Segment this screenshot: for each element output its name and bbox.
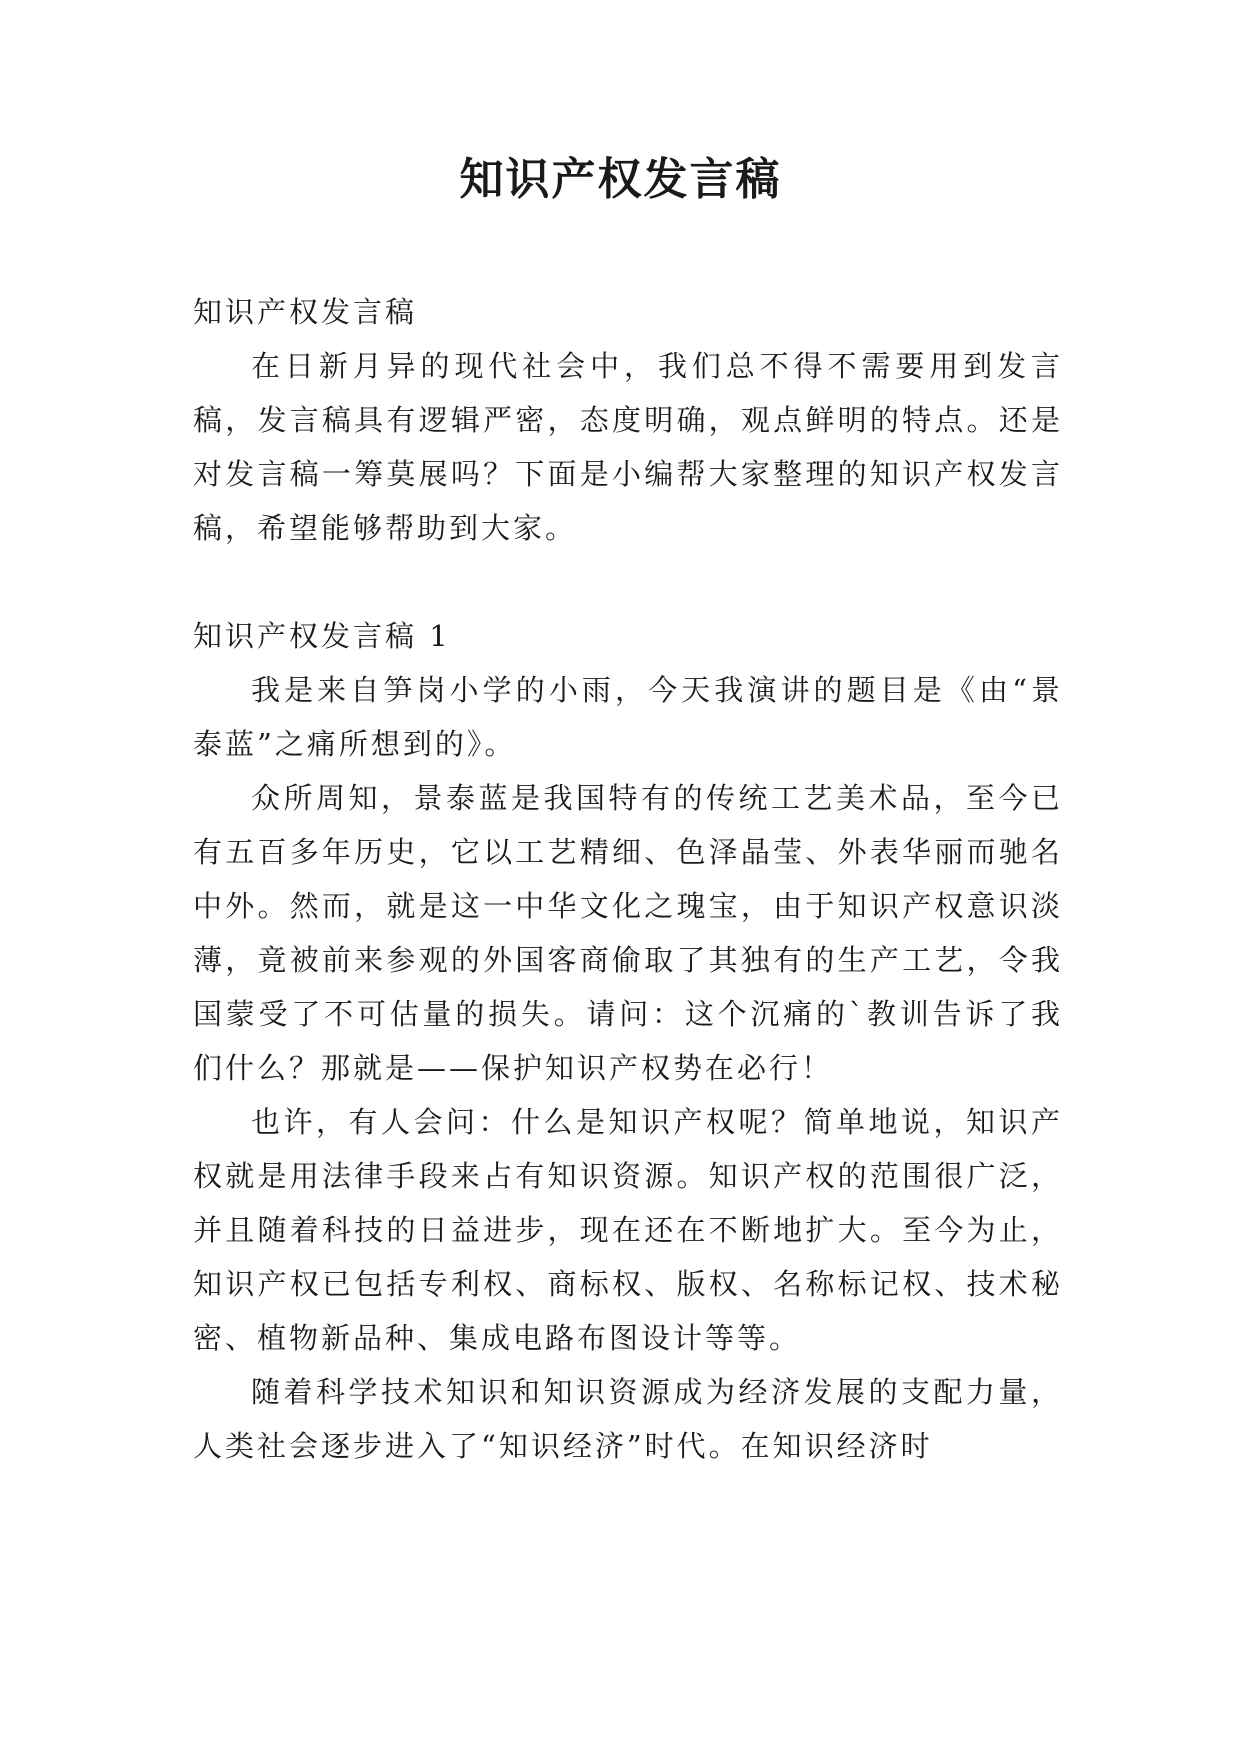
body-paragraph: 众所周知，景泰蓝是我国特有的传统工艺美术品，至今已有五百多年历史，它以工艺精细、色泽晶莹、外表华丽而驰名中外。然而，就是这一中华文化之瑰宝，由于知识产权意识淡薄，竟被前来参观的外国客商偷取了其独有的生产工艺，令我国蒙受了不可估量的损失。请问：这个沉痛的`教训告诉了我们什么？那就是——保护知识产权势在必行！ — [193, 781, 1063, 1085]
document-body — [193, 285, 1063, 1473]
intro-heading: 知识产权发言稿 — [193, 295, 418, 329]
section-heading: 知识产权发言稿 1 — [193, 619, 451, 653]
section-spacer — [193, 555, 1063, 609]
body-paragraph: 也许，有人会问：什么是知识产权呢？简单地说，知识产权就是用法律手段来占有知识资源。知识产权的范围很广泛，并且随着科技的日益进步，现在还在不断地扩大。至今为止，知识产权已包括专利权、商标权、版权、名称标记权、技术秘密、植物新品种、集成电路布图设计等等。 — [193, 1105, 1063, 1355]
body-paragraph: 我是来自笋岗小学的小雨，今天我演讲的题目是《由“景泰蓝”之痛所想到的》。 — [193, 673, 1063, 761]
document-title: 知识产权发言稿 — [459, 154, 782, 205]
body-paragraph: 随着科学技术知识和知识资源成为经济发展的支配力量，人类社会逐步进入了“知识经济”时代。在知识经济时 — [193, 1375, 1063, 1463]
intro-paragraph: 在日新月异的现代社会中，我们总不得不需要用到发言稿，发言稿具有逻辑严密，态度明确，观点鲜明的特点。还是对发言稿一筹莫展吗？下面是小编帮大家整理的知识产权发言稿，希望能够帮助到大家。 — [193, 349, 1063, 545]
